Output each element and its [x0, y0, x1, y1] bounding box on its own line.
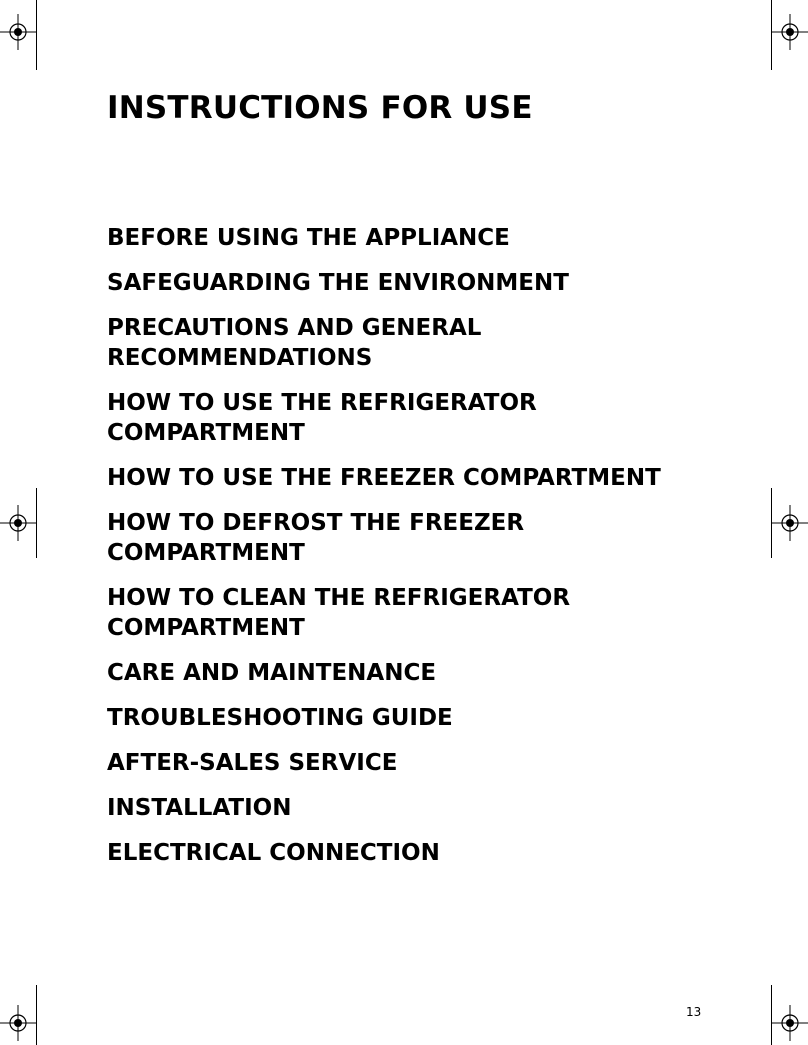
registration-mark-middle-right-icon — [772, 505, 808, 541]
registration-mark-middle-left-icon — [0, 505, 36, 541]
page-title: INSTRUCTIONS FOR USE — [107, 90, 533, 126]
registration-mark-top-right-icon — [772, 14, 808, 50]
toc-item: HOW TO DEFROST THE FREEZER COMPARTMENT — [107, 510, 525, 566]
crop-line-bottom-left — [36, 985, 37, 1045]
crop-line-top-left — [36, 0, 37, 70]
toc-item: BEFORE USING THE APPLIANCE — [107, 225, 510, 251]
crop-line-middle-left — [36, 488, 37, 558]
toc-item: HOW TO CLEAN THE REFRIGERATOR COMPARTMENT — [107, 585, 571, 641]
toc-item: SAFEGUARDING THE ENVIRONMENT — [107, 270, 569, 296]
toc-item: HOW TO USE THE REFRIGERATOR COMPARTMENT — [107, 390, 537, 446]
toc-item: HOW TO USE THE FREEZER COMPARTMENT — [107, 465, 661, 491]
crop-line-middle-right — [771, 488, 772, 558]
toc-item: INSTALLATION — [107, 795, 292, 821]
toc-item: TROUBLESHOOTING GUIDE — [107, 705, 453, 731]
toc-item: AFTER-SALES SERVICE — [107, 750, 398, 776]
registration-mark-top-left-icon — [0, 14, 36, 50]
crop-line-top-right — [771, 0, 772, 70]
registration-mark-bottom-right-icon — [772, 1005, 808, 1041]
registration-mark-bottom-left-icon — [0, 1005, 36, 1041]
page-number: 13 — [686, 1005, 702, 1019]
toc-item: ELECTRICAL CONNECTION — [107, 840, 440, 866]
toc-item: CARE AND MAINTENANCE — [107, 660, 437, 686]
crop-line-bottom-right — [771, 985, 772, 1045]
table-of-contents — [107, 223, 707, 883]
toc-item: PRECAUTIONS AND GENERAL RECOMMENDATIONS — [107, 315, 482, 371]
